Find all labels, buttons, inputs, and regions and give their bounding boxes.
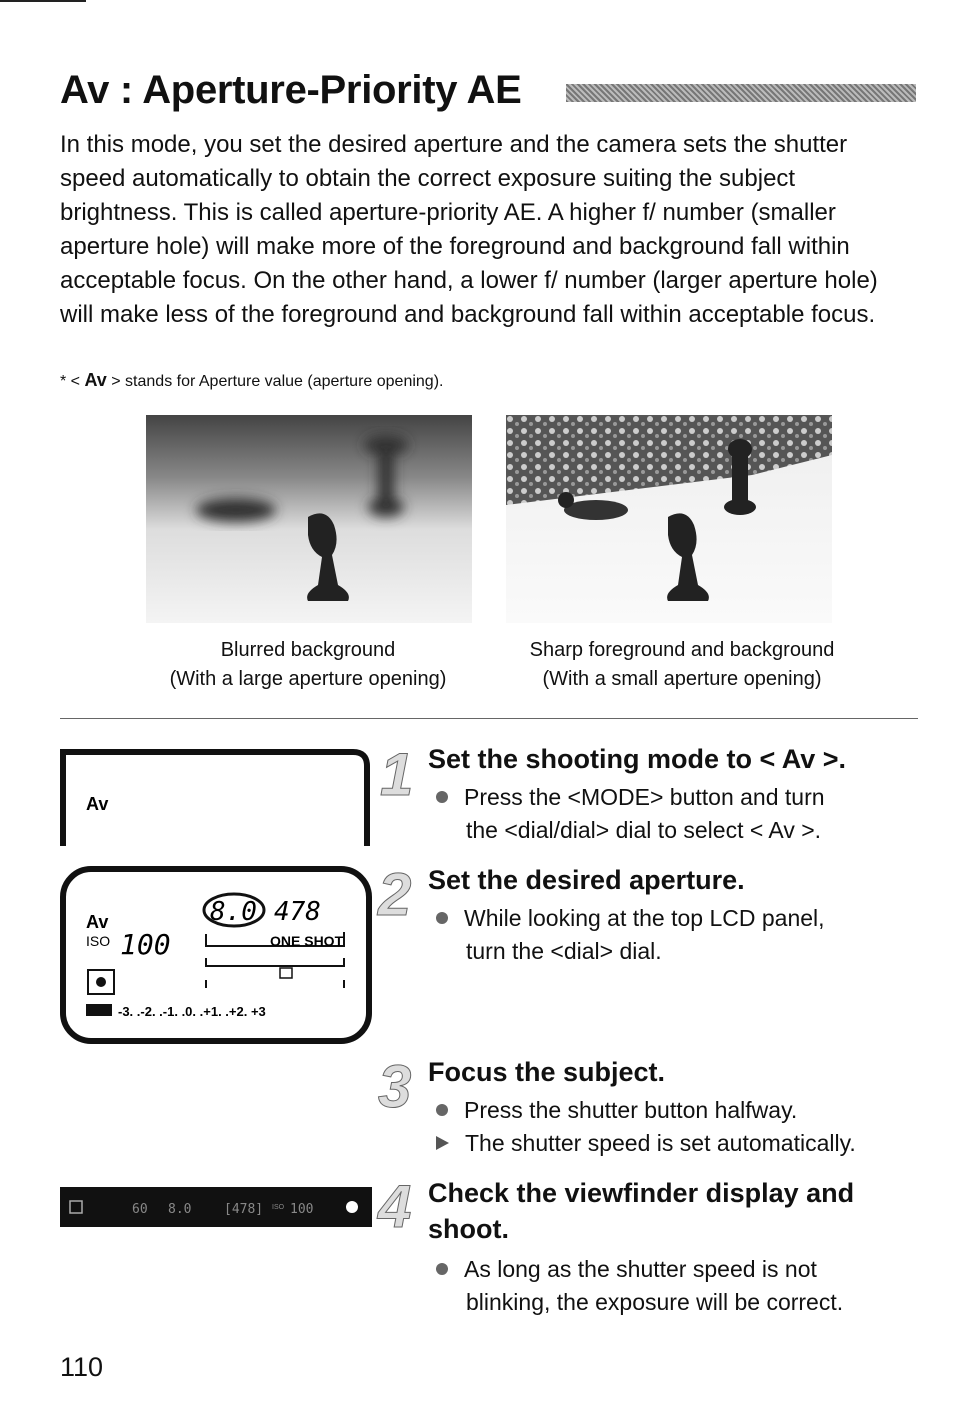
photo-blurred-background	[146, 415, 472, 623]
lcd-shots: 478	[274, 897, 321, 927]
battery-icon	[86, 1004, 112, 1016]
photo-caption-2: Sharp foreground and background (With a small aperture opening)	[529, 639, 835, 690]
step-3-heading: Focus the subject.	[428, 1057, 666, 1087]
footnote: * < Av > stands for Aperture value (aperture opening).	[60, 370, 444, 390]
vf-shots: [478]	[224, 1202, 264, 1217]
vf-shutter: 60	[132, 1202, 148, 1217]
lcd-mode: Av	[86, 912, 109, 932]
top-rule	[0, 0, 86, 2]
step-1-heading: Set the shooting mode to < Av >.	[428, 744, 847, 774]
title-decoration-bar	[566, 84, 916, 102]
step-number-1: 1	[380, 741, 414, 808]
photo-sharp-background	[506, 415, 832, 623]
bullet-icon	[436, 912, 448, 924]
bullet-icon	[436, 1263, 448, 1275]
step-2-heading: Set the desired aperture.	[428, 865, 745, 895]
lcd-top-panel	[60, 866, 372, 1044]
photo-caption-1: Blurred background (With a large aperture opening)	[169, 639, 447, 690]
vf-iso-label: ISO	[272, 1204, 285, 1211]
result-arrow-icon	[436, 1136, 449, 1150]
lcd-iso-label: ISO	[86, 933, 111, 949]
step-4-body: As long as the shutter speed is not blinking, the exposure will be correct.	[436, 1253, 926, 1319]
step-number-3: 3	[378, 1053, 412, 1120]
step-1-body: Press the <MODE> button and turn the <dial/dial> dial to select < Av >.	[436, 781, 926, 847]
step-number-4: 4	[378, 1173, 412, 1240]
section-divider	[60, 718, 918, 719]
lcd-af-mode: ONE SHOT	[270, 933, 344, 949]
lcd-mode-display	[60, 746, 370, 846]
step-2-body: While looking at the top LCD panel, turn the <dial> dial.	[436, 902, 926, 968]
title-av-symbol: Av	[60, 68, 110, 112]
viewfinder-display	[60, 1187, 372, 1227]
focus-confirm-icon	[346, 1201, 358, 1213]
vf-aperture: 8.0	[168, 1202, 192, 1217]
lcd-mode-label: Av	[86, 794, 109, 814]
lcd-iso-value: 100	[120, 928, 171, 961]
bullet-icon	[436, 1104, 448, 1116]
step-4-heading: Check the viewfinder display and shoot.	[428, 1178, 855, 1244]
bullet-icon	[436, 791, 448, 803]
step-3-body: Press the shutter button halfway. The shutter speed is set automatically.	[436, 1094, 926, 1160]
page-title	[60, 68, 521, 113]
title-text: : Aperture-Priority AE	[109, 68, 522, 112]
exposure-scale: -3. .-2. .-1. .0. .+1. .+2. +3	[118, 1004, 266, 1019]
lcd-aperture: 8.0	[210, 897, 257, 927]
intro-paragraph: In this mode, you set the desired aperture and the camera sets the shutter speed automatically to obtain the correct exposure suiting the subject brightness. This is called aperture-priority AE. A higher f/ number (smaller aperture hole) will make more of the foreground and background fall within acceptable focus. On the other hand, a lower f/ number (larger aperture hole) will make less of the foreground and background fall within acceptable focus.	[60, 131, 878, 328]
vf-iso: 100	[290, 1202, 314, 1217]
step-number-2: 2	[378, 861, 412, 928]
page-number: 110	[60, 1352, 104, 1382]
